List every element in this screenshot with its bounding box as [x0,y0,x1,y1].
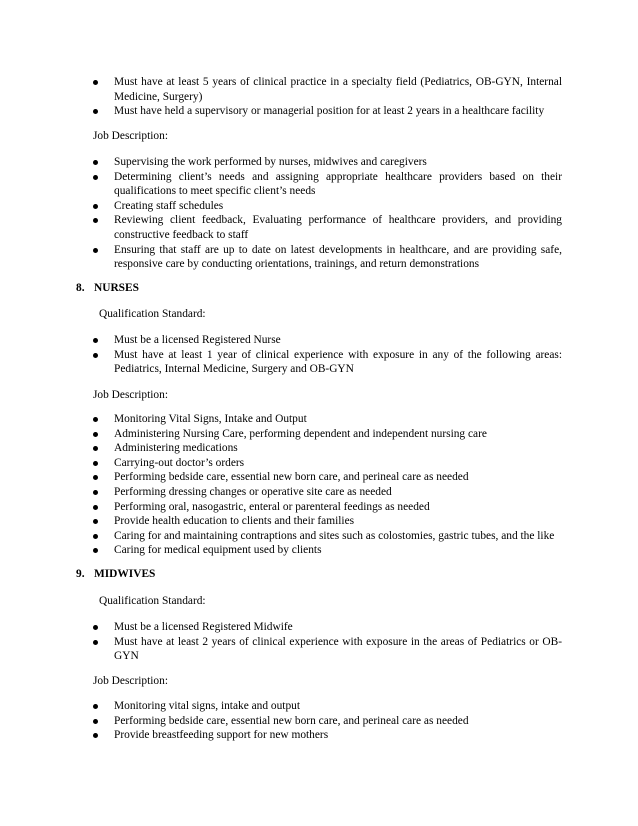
bullet-icon [93,160,98,165]
bullet-icon [93,475,98,480]
midwives-qualification-label: Qualification Standard: [99,595,206,607]
list-item: Performing bedside care, essential new born care, and perineal care as needed [93,470,562,485]
bullet-icon [93,175,98,180]
list-item: Supervising the work performed by nurses, midwives and caregivers [93,155,562,170]
nurses-qualification-label: Qualification Standard: [99,308,206,320]
bullet-icon [93,733,98,738]
bullet-icon [93,417,98,422]
list-item: Must have held a supervisory or managerial position for at least 2 years in a healthcare facility [93,104,562,119]
list-item: Administering Nursing Care, performing dependent and independent nursing care [93,427,562,442]
bullet-icon [93,432,98,437]
nurses-duties-list [93,412,562,558]
list-item: Must be a licensed Registered Midwife [93,620,562,635]
bullet-icon [93,461,98,466]
bullet-icon [93,548,98,553]
midwives-job-description-label: Job Description: [93,675,168,687]
bullet-icon [93,109,98,114]
list-item: Reviewing client feedback, Evaluating performance of healthcare providers, and providing constructive feedback to staff [93,213,562,242]
list-item: Must have at least 1 year of clinical experience with exposure in any of the following areas: Pediatrics, Internal Medicine, Surgery and OB-GYN [93,348,562,377]
bullet-icon [93,719,98,724]
list-item: Must have at least 5 years of clinical practice in a specialty field (Pediatrics, OB-GYN, Internal Medicine, Surgery) [93,75,562,104]
list-item: Carrying-out doctor’s orders [93,456,562,471]
bullet-icon [93,519,98,524]
list-item: Performing dressing changes or operative site care as needed [93,485,562,500]
nurses-job-description-label: Job Description: [93,389,168,401]
bullet-icon [93,505,98,510]
bullet-icon [93,204,98,209]
list-item: Administering medications [93,441,562,456]
section-heading-midwives: 9. MIDWIVES [76,568,156,580]
list-item: Creating staff schedules [93,199,562,214]
list-item: Performing oral, nasogastric, enteral or parenteral feedings as needed [93,500,562,515]
supervisor-duties-list [93,155,562,272]
supervisor-requirements-list [93,75,562,119]
bullet-icon [93,534,98,539]
list-item: Provide breastfeeding support for new mothers [93,728,562,743]
section-heading-nurses: 8. NURSES [76,282,139,294]
bullet-icon [93,218,98,223]
list-item: Performing bedside care, essential new born care, and perineal care as needed [93,714,562,729]
nurses-requirements-list [93,333,562,377]
list-item: Caring for medical equipment used by clients [93,543,562,558]
bullet-icon [93,704,98,709]
bullet-icon [93,625,98,630]
list-item: Caring for and maintaining contraptions and sites such as colostomies, gastric tubes, and the like [93,529,562,544]
list-item: Provide health education to clients and their families [93,514,562,529]
list-item: Determining client’s needs and assigning appropriate healthcare providers based on their qualifications to meet specific client’s needs [93,170,562,199]
list-item: Monitoring Vital Signs, Intake and Output [93,412,562,427]
supervisor-job-description-label: Job Description: [93,130,168,142]
list-item: Must be a licensed Registered Nurse [93,333,562,348]
bullet-icon [93,80,98,85]
midwives-requirements-list [93,620,562,664]
bullet-icon [93,353,98,358]
list-item: Ensuring that staff are up to date on latest developments in healthcare, and are providing safe, responsive care by conducting orientations, trainings, and return demonstrations [93,243,562,272]
list-item: Monitoring vital signs, intake and output [93,699,562,714]
bullet-icon [93,446,98,451]
bullet-icon [93,490,98,495]
bullet-icon [93,338,98,343]
midwives-duties-list [93,699,562,743]
bullet-icon [93,248,98,253]
bullet-icon [93,640,98,645]
list-item: Must have at least 2 years of clinical experience with exposure in the areas of Pediatrics or OB-GYN [93,635,562,664]
